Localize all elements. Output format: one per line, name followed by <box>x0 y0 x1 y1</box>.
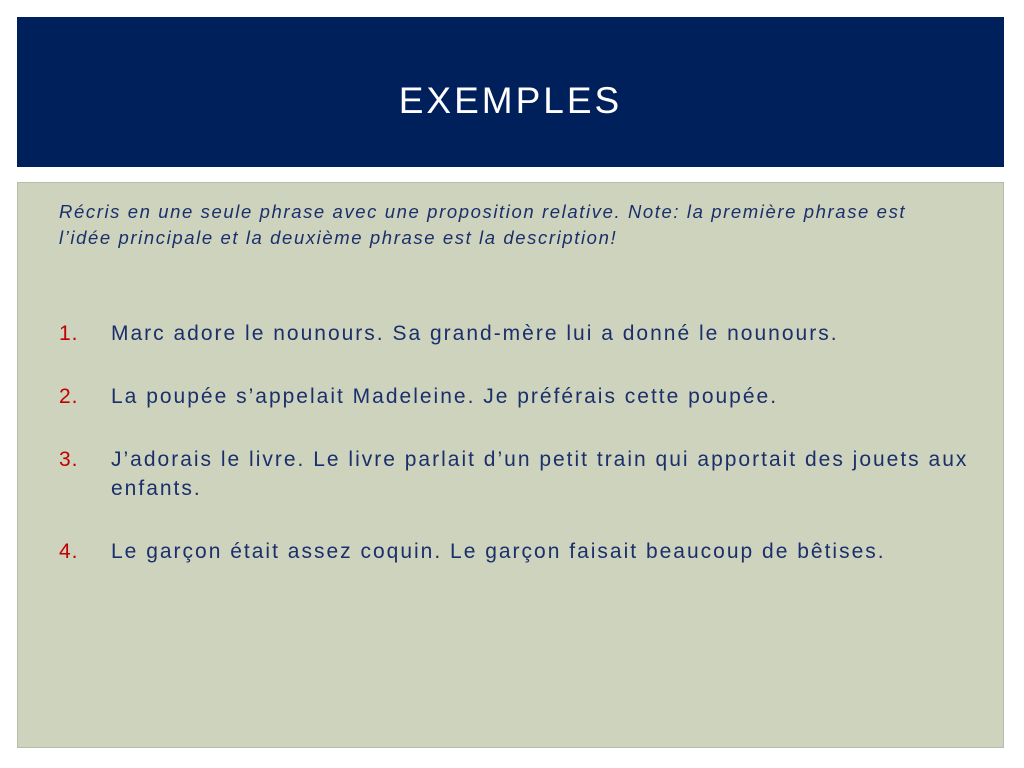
title-bar <box>17 17 1004 167</box>
example-number: 4. <box>59 540 79 563</box>
example-text: Le garçon était assez coquin. Le garçon faisait beaucoup de bêtises. <box>111 540 886 563</box>
example-number: 2. <box>59 385 79 408</box>
example-item-1 <box>59 319 979 348</box>
content-box <box>17 182 1004 748</box>
example-item-3 <box>59 445 979 503</box>
example-text: J’adorais le livre. Le livre parlait d’un petit train qui apportait des jouets aux enfants. <box>111 448 969 500</box>
slide-title: EXEMPLES <box>398 80 623 121</box>
example-item-4 <box>59 537 979 566</box>
example-item-2 <box>59 382 979 411</box>
examples-list <box>59 319 979 600</box>
instruction-text: Récris en une seule phrase avec une proposition relative. Note: la première phrase est l’idée principale et la deuxième phrase est la description! <box>59 201 907 248</box>
example-text: La poupée s’appelait Madeleine. Je préférais cette poupée. <box>111 385 779 408</box>
example-number: 1. <box>59 322 79 345</box>
example-number: 3. <box>59 448 79 471</box>
example-text: Marc adore le nounours. Sa grand-mère lui a donné le nounours. <box>111 322 839 345</box>
